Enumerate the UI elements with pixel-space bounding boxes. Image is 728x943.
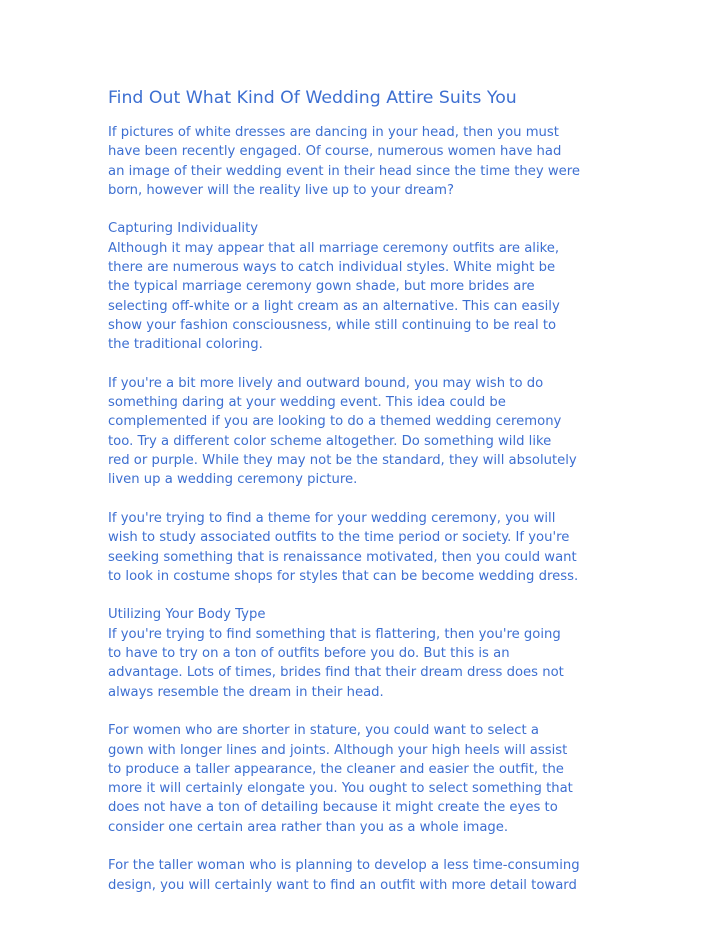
text-line: the traditional coloring.: [108, 337, 263, 353]
text-line: born, however will the reality live up to your dream?: [108, 182, 455, 198]
text-line: selecting off-white or a light cream as an alternative. This can easily: [108, 298, 560, 314]
paragraph-capturing-individuality: [108, 219, 628, 354]
text-line: the typical marriage ceremony gown shade, but more brides are: [108, 279, 535, 295]
paragraph-body-type: [108, 605, 628, 701]
text-line: complemented if you are looking to do a themed wedding ceremony: [108, 414, 562, 430]
paragraph-lively: [108, 374, 628, 490]
text-line: wish to study associated outfits to the time period or society. If you're: [108, 530, 570, 546]
paragraph-theme: [108, 509, 628, 586]
paragraph-taller-women: [108, 856, 628, 895]
text-line: If you're trying to find a theme for your wedding ceremony, you will: [108, 510, 556, 526]
text-line: If you're a bit more lively and outward bound, you may wish to do: [108, 375, 544, 391]
section-heading: Capturing Individuality: [108, 221, 259, 237]
text-line: For women who are shorter in stature, you could want to select a: [108, 723, 539, 739]
text-line: to look in costume shops for styles that can be become wedding dress.: [108, 568, 579, 584]
text-line: For the taller woman who is planning to develop a less time-consuming: [108, 858, 580, 874]
text-line: If pictures of white dresses are dancing in your head, then you must: [108, 125, 559, 140]
text-line: an image of their wedding event in their head since the time they were: [108, 163, 581, 179]
text-line: there are numerous ways to catch individual styles. White might be: [108, 260, 556, 276]
text-line: design, you will certainly want to find an outfit with more detail toward: [108, 877, 577, 893]
text-line: Although it may appear that all marriage ceremony outfits are alike,: [108, 240, 560, 256]
text-line: have been recently engaged. Of course, numerous women have had: [108, 144, 562, 160]
text-line: red or purple. While they may not be the standard, they will absolutely: [108, 453, 577, 469]
text-line: consider one certain area rather than you as a whole image.: [108, 819, 509, 835]
text-line: something daring at your wedding event. This idea could be: [108, 395, 506, 411]
text-line: to have to try on a ton of outfits before you do. But this is an: [108, 646, 510, 662]
text-line: more it will certainly elongate you. You ought to select something that: [108, 781, 573, 797]
text-line: to produce a taller appearance, the cleaner and easier the outfit, the: [108, 761, 564, 777]
text-line: seeking something that is renaissance motivated, then you could want: [108, 549, 577, 565]
section-heading: Utilizing Your Body Type: [108, 607, 266, 623]
paragraph-intro: [108, 123, 628, 200]
document-title: Find Out What Kind Of Wedding Attire Suits You: [108, 88, 517, 108]
text-line: gown with longer lines and joints. Although your high heels will assist: [108, 742, 568, 758]
document-page: [108, 86, 628, 914]
text-line: If you're trying to find something that is flattering, then you're going: [108, 626, 561, 642]
text-line: does not have a ton of detailing because it might create the eyes to: [108, 800, 558, 816]
paragraph-shorter-women: [108, 721, 628, 837]
text-line: advantage. Lots of times, brides find that their dream dress does not: [108, 665, 564, 681]
text-line: always resemble the dream in their head.: [108, 684, 384, 700]
text-line: show your fashion consciousness, while still continuing to be real to: [108, 317, 557, 333]
text-line: too. Try a different color scheme altogether. Do something wild like: [108, 433, 552, 449]
text-line: liven up a wedding ceremony picture.: [108, 472, 358, 488]
